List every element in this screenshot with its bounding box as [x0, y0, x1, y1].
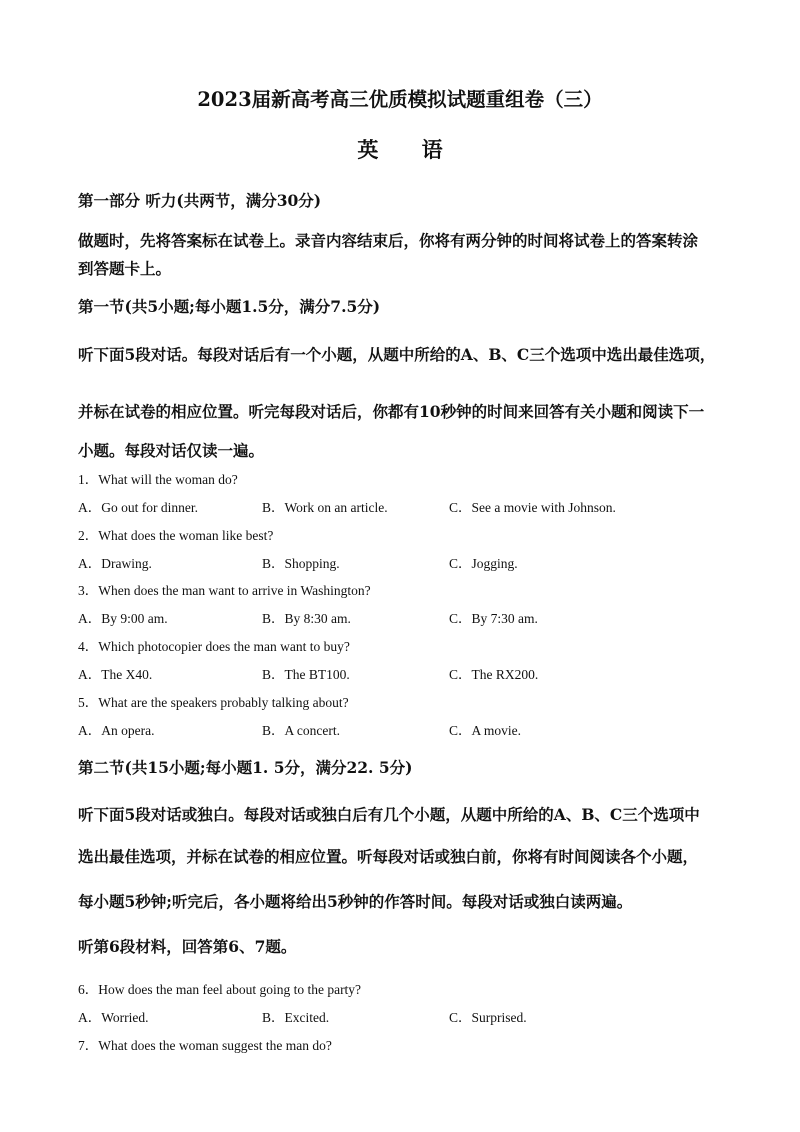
material6-heading: 听第6段材料，回答第6、7题。 [78, 937, 297, 956]
section2-instructions-line2: 选出最佳选项，并标在试卷的相应位置。听每段对话或独白前，你将有时间阅读各个小题， [78, 847, 699, 866]
option-a: A．The X40. [78, 667, 153, 682]
option-c: C．A movie. [449, 723, 522, 738]
question-stem: 4．Which photocopier does the man want to buy? [78, 639, 350, 654]
option-c: C．See a movie with Johnson. [449, 500, 616, 515]
option-a: A．By 9:00 am. [78, 611, 168, 626]
section2-instructions-line3: 每小题5秒钟;听完后，各小题将给出5秒钟的作答时间。每段对话或独白读两遍。 [78, 892, 633, 911]
option-b: B．By 8:30 am. [262, 611, 351, 626]
subject-title: 英 语 [357, 137, 461, 162]
option-a: A．An opera. [78, 723, 155, 738]
part1-heading: 第一部分 听力(共两节，满分30分) [78, 191, 322, 210]
part1-instructions-line1: 做题时，先将答案标在试卷上。录音内容结束后，你将有两分钟的时间将试卷上的答案转涂 [78, 231, 699, 250]
question-stem: 1．What will the woman do? [78, 472, 238, 487]
option-c: C．By 7:30 am. [449, 611, 538, 626]
option-c: C．Surprised. [449, 1010, 527, 1025]
option-b: B．A concert. [262, 723, 340, 738]
question-stem: 6．How does the man feel about going to the party? [78, 982, 362, 997]
exam-title: 2023届新高考高三优质模拟试题重组卷（三） [197, 88, 603, 111]
option-a: A．Go out for dinner. [78, 500, 198, 515]
section2-instructions-line1: 听下面5段对话或独白。每段对话或独白后有几个小题，从题中所给的A、B、C三个选项中 [78, 805, 700, 824]
option-b: B．Shopping. [262, 556, 340, 571]
section1-instructions-line1: 听下面5段对话。每段对话后有一个小题，从题中所给的A、B、C三个选项中选出最佳选项， [78, 345, 716, 364]
question-stem: 7．What does the woman suggest the man do? [78, 1038, 332, 1053]
option-b: B．Work on an article. [262, 500, 388, 515]
question-stem: 3．When does the man want to arrive in Washington? [78, 583, 371, 598]
option-a: A．Drawing. [78, 556, 152, 571]
question-stem: 2．What does the woman like best? [78, 528, 274, 543]
option-b: B．Excited. [262, 1010, 330, 1025]
section1-instructions-line2: 并标在试卷的相应位置。听完每段对话后，你都有10秒钟的时间来回答有关小题和阅读下一 [78, 402, 705, 421]
section1-instructions-line3: 小题。每段对话仅读一遍。 [78, 441, 265, 460]
question-stem: 5．What are the speakers probably talking about? [78, 695, 349, 710]
section2-heading: 第二节(共15小题;每小题1. 5分，满分22. 5分) [78, 758, 413, 777]
section1-heading: 第一节(共5小题;每小题1.5分，满分7.5分) [78, 297, 381, 316]
option-c: C．The RX200. [449, 667, 539, 682]
part1-instructions-line2: 到答题卡上。 [78, 259, 172, 278]
option-b: B．The BT100. [262, 667, 350, 682]
option-a: A．Worried. [78, 1010, 149, 1025]
option-c: C．Jogging. [449, 556, 518, 571]
